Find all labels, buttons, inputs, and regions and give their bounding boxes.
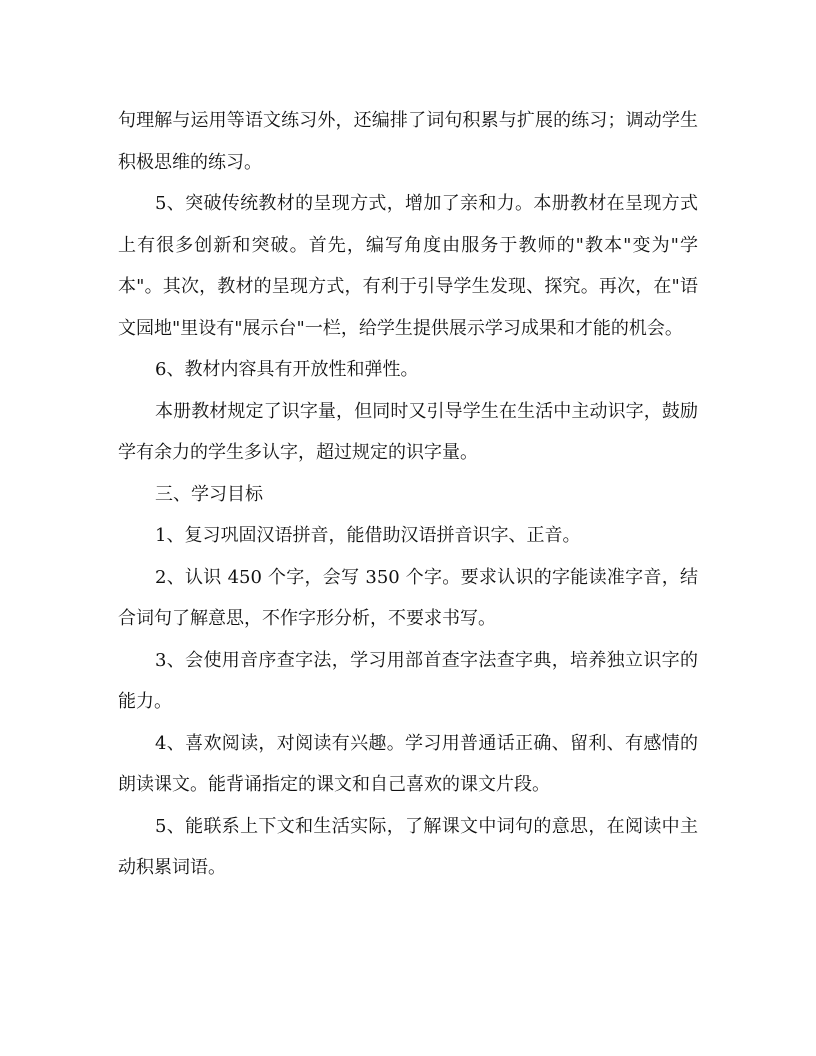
- goal-item-2: 2、认识 450 个字，会写 350 个字。要求认识的字能读准字音，结合词句了解意思，不作字形分析，不要求书写。: [118, 566, 698, 629]
- paragraph-item-6-openness: 6、教材内容具有开放性和弹性。: [155, 359, 419, 380]
- goal-item-1: 1、复习巩固汉语拼音，能借助汉语拼音识字、正音。: [155, 525, 581, 546]
- goal-item-4: 4、喜欢阅读，对阅读有兴趣。学习用普通话正确、留利、有感情的朗读课文。能背诵指定的课文和自己喜欢的课文片段。: [118, 732, 698, 795]
- section-heading-learning-goals: 三、学习目标: [155, 483, 263, 505]
- goal-item-5: 5、能联系上下文和生活实际，了解课文中词句的意思，在阅读中主动积累词语。: [118, 815, 698, 878]
- document-body: [118, 100, 698, 889]
- paragraph-literacy-amount: 本册教材规定了识字量，但同时又引导学生在生活中主动识字，鼓励学有余力的学生多认字，超过规定的识字量。: [118, 400, 698, 463]
- paragraph-continuation: 句理解与运用等语文练习外，还编排了词句积累与扩展的练习；调动学生积极思维的练习。: [118, 110, 698, 173]
- goal-item-3: 3、会使用音序查字法，学习用部首查字法查字典，培养独立识字的能力。: [118, 649, 698, 712]
- paragraph-item-5-presentation: 5、突破传统教材的呈现方式，增加了亲和力。本册教材在呈现方式上有很多创新和突破。首先，编写角度由服务于教师的"教本"变为"学本"。其次，教材的呈现方式，有利于引导学生发现、探究。再次，在"语文园地"里设有"展示台"一栏，给学生提供展示学习成果和才能的机会。: [118, 193, 698, 339]
